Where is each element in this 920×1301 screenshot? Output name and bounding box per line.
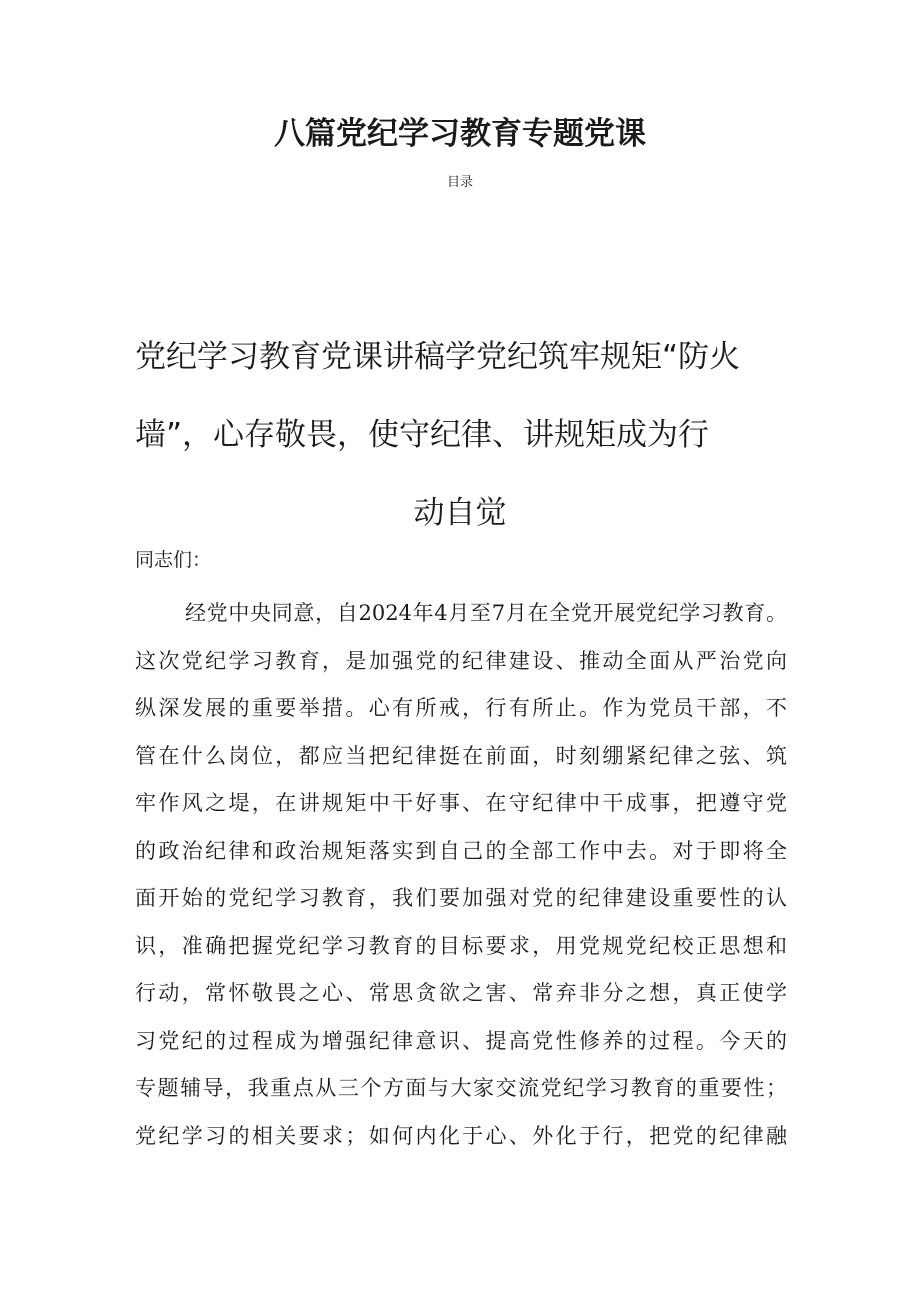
- body-line: 识，准确把握党纪学习教育的目标要求，用党规党纪校正思想和: [135, 933, 787, 958]
- body-line: 党纪学习的相关要求；如何内化于心、外化于行，把党的纪律融: [135, 1123, 787, 1148]
- body-line: 专题辅导，我重点从三个方面与大家交流党纪学习教育的重要性；: [135, 1076, 787, 1100]
- body-line: 这次党纪学习教育，是加强党的纪律建设、推动全面从严治党向: [135, 648, 787, 673]
- section-title: [135, 318, 785, 552]
- section-title-line: 墙”，心存敬畏，使守纪律、讲规矩成为行: [135, 417, 710, 453]
- document-title: 八篇党纪学习教育专题党课: [274, 116, 646, 152]
- body-line: 牢作风之堤，在讲规矩中干好事、在守纪律中干成事，把遵守党: [135, 791, 787, 815]
- section-title-line: 动自觉: [413, 495, 507, 531]
- body-line: 习党纪的过程成为增强纪律意识、提高党性修养的过程。今天的: [135, 1028, 787, 1053]
- body-line: 经党中央同意，自2024年4月至7月在全党开展党纪学习教育。: [185, 601, 787, 625]
- section-title-line: 党纪学习教育党课讲稿学党纪筑牢规矩“防火: [135, 339, 741, 375]
- toc-label: 目录: [446, 175, 473, 190]
- body-line: 行动，常怀敬畏之心、常思贪欲之害、常弃非分之想，真正使学: [135, 981, 787, 1005]
- body-line: 的政治纪律和政治规矩落实到自己的全部工作中去。对于即将全: [135, 838, 787, 863]
- body-paragraph: [135, 590, 787, 1160]
- body-line: 管在什么岗位，都应当把纪律挺在前面，时刻绷紧纪律之弦、筑: [135, 743, 787, 768]
- body-line: 面开始的党纪学习教育，我们要加强对党的纪律建设重要性的认: [135, 886, 787, 910]
- salutation: 同志们：: [135, 549, 212, 571]
- body-line: 纵深发展的重要举措。心有所戒，行有所止。作为党员干部，不: [135, 696, 787, 720]
